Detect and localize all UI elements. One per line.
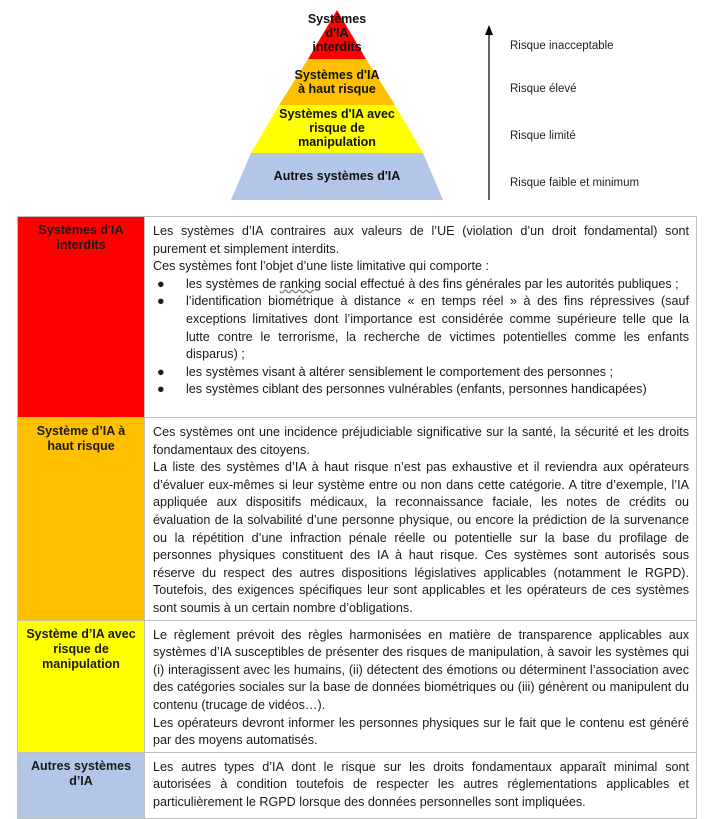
- paragraph: Les autres types d’IA dont le risque sur les droits fondamentaux apparaît minimal sont autorisées à condition toutefois de respecter les autres réglementations applicables et particulièrement le RGPD lorsque des données personnelles sont impliquées.: [153, 759, 689, 809]
- risk-pyramid: [0, 0, 708, 210]
- description-cell: [145, 418, 697, 621]
- tier-label-autres: Autres systèmes d'IA: [273, 169, 401, 183]
- list-item: ● l’identification biométrique à distance « en temps réel » à des fins répressives (sauf exceptions limitatives dont l’importance est considérée comme supérieure telle que la lutte contre le terrorisme, la recherche de victimes potentielles comme les enfants disparus) ;: [157, 294, 689, 362]
- paragraph: Les systèmes d’IA contraires aux valeurs de l’UE (violation d’un droit fondamental) sont purement et simplement interdits.: [153, 224, 689, 256]
- risk-categories-table: [17, 216, 697, 819]
- bullet-icon: ●: [157, 364, 165, 379]
- list-item: ● les systèmes de ranking social effectué à des fins générales par les autorités publiques ;: [153, 276, 689, 294]
- paragraph: La liste des systèmes d’IA à haut risque n’est pas exhaustive et il reviendra aux opérateurs d’évaluer eux-mêmes si leur système entre ou non dans cette catégorie. A titre d’exemple, l’IA appliquée aux dispositifs médicaux, la reconnaissance faciale, les notes de crédits ou évaluation de la solvabilité d’une personne physique, ou encore la prédiction de la survenance ou la répétition d’une infraction pénale réelle ou potentielle sur la base du profilage de personnes physiques constituent des IA à haut risque. Ces systèmes sont autorisés sous réserve du respect des autres dispositions législatives applicables (notamment le RGPD). Toutefois, des exigences spécifiques leur sont applicables et les opérateurs de ces systèmes sont soumis à un certain nombre d’obligations.: [153, 460, 689, 615]
- bullet-icon: ●: [157, 382, 165, 397]
- category-cell: Systèmes d'IA interdits: [18, 217, 145, 418]
- category-cell: Système d’IA avec risque de manipulation: [18, 620, 145, 752]
- paragraph: Le règlement prévoit des règles harmonisées en matière de transparence applicables aux systèmes d’IA susceptibles de présenter des risques de manipulation, à savoir les systèmes qui (i) interagissent avec les humains, (ii) détectent des émotions ou déterminent l’association avec des catégories sociales sur la base de données biométriques ou (iii) génèrent ou manipulent du contenu (trucage de vidéos…).: [153, 627, 689, 712]
- risk-label-inacceptable: Risque inacceptable: [510, 40, 614, 52]
- category-cell: Autres systèmes d’IA: [18, 752, 145, 818]
- arrow-head-icon: [485, 25, 493, 35]
- tier-label-manipulation: Systèmes d'IA avec risque de manipulation: [279, 107, 395, 149]
- bullet-list: [153, 276, 689, 399]
- risk-label-faible: Risque faible et minimum: [510, 177, 640, 189]
- bullet-icon: ●: [157, 294, 165, 309]
- list-item: ● les systèmes visant à altérer sensiblement le comportement des personnes ;: [153, 364, 689, 382]
- paragraph: Les opérateurs devront informer les personnes physiques sur le fait que le contenu est généré par des moyens automatisés.: [153, 715, 689, 748]
- description-cell: [145, 752, 697, 818]
- table-row: [18, 418, 697, 621]
- paragraph: Ces systèmes ont une incidence préjudiciable significative sur la santé, la sécurité et les droits fondamentaux des citoyens.: [153, 425, 689, 457]
- table-row: [18, 752, 697, 818]
- list-item: ● les systèmes ciblant des personnes vulnérables (enfants, personnes handicapées): [153, 381, 689, 399]
- tier-label-haut-risque: Systèmes d'IA à haut risque: [294, 68, 380, 96]
- tier-label-interdits: Systèmes d'IA interdits: [307, 12, 367, 54]
- bullet-icon: ●: [157, 276, 165, 291]
- description-cell: [145, 217, 697, 418]
- table-row: [18, 217, 697, 418]
- risk-label-eleve: Risque élevé: [510, 83, 577, 95]
- category-cell: Système d’IA à haut risque: [18, 418, 145, 621]
- risk-label-limite: Risque limité: [510, 130, 576, 142]
- table-row: [18, 620, 697, 752]
- description-cell: [145, 620, 697, 752]
- paragraph: Ces systèmes font l’objet d’une liste limitative qui comporte :: [153, 259, 489, 274]
